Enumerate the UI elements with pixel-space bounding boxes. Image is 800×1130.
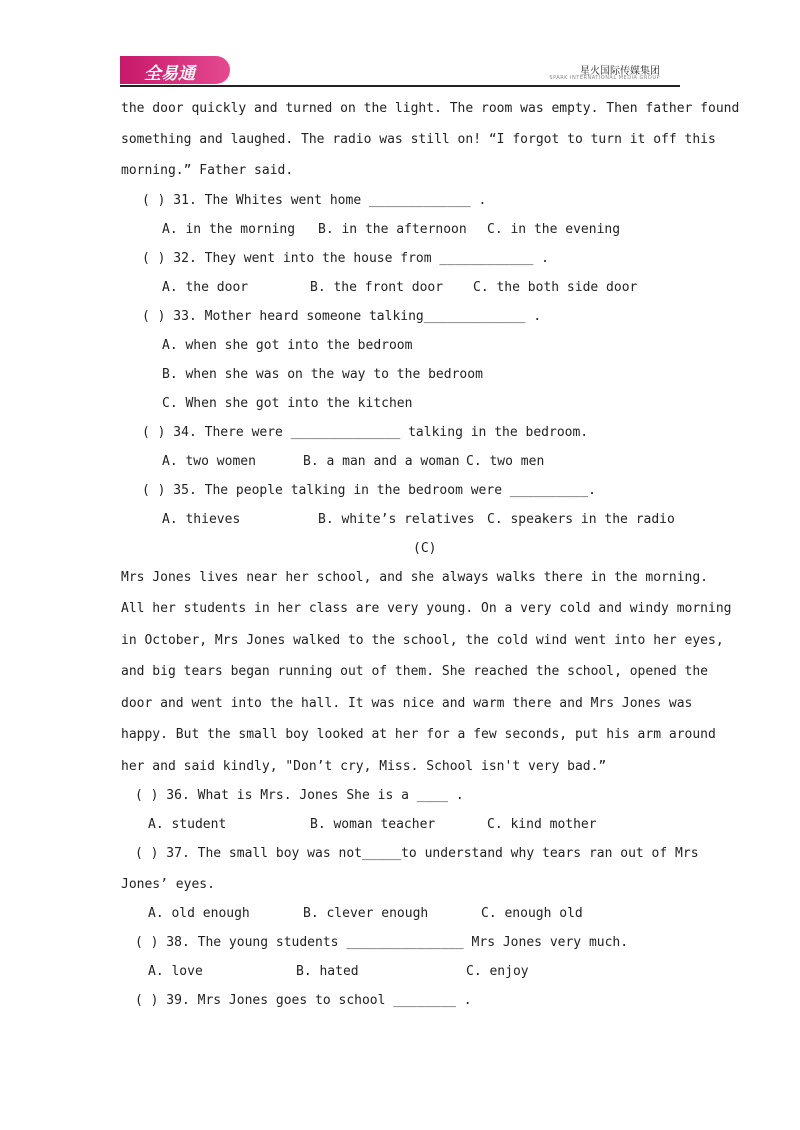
header-rule (120, 85, 680, 87)
passage-line: happy. But the small boy looked at her for a few seconds, put his arm around (121, 727, 716, 742)
option-32-c: C. the both side door (473, 280, 638, 295)
question-35: ( ) 35. The people talking in the bedroom were __________. (142, 483, 596, 498)
option-31-c: C. in the evening (487, 222, 621, 237)
passage-line: in October, Mrs Jones walked to the school, the cold wind went into her eyes, (121, 633, 724, 648)
option-37-c: C. enough old (481, 906, 583, 921)
passage-line: Mrs Jones lives near her school, and she always walks there in the morning. (121, 570, 708, 585)
option-37-b: B. clever enough (303, 906, 429, 921)
brand-name: 星火国际传媒集团 (580, 66, 660, 77)
passage-line: something and laughed. The radio was still on! “I forgot to turn it off this (121, 132, 716, 147)
question-37-cont: Jones’ eyes. (121, 877, 215, 892)
option-33-a: A. when she got into the bedroom (162, 338, 413, 353)
question-39: ( ) 39. Mrs Jones goes to school ________ . (135, 993, 472, 1008)
question-33: ( ) 33. Mother heard someone talking_____________ . (142, 309, 542, 324)
question-32: ( ) 32. They went into the house from ____________ . (142, 251, 549, 266)
option-35-b: B. white’s relatives (318, 512, 475, 527)
passage-line: the door quickly and turned on the light. The room was empty. Then father found (121, 101, 740, 116)
publisher-logo (120, 56, 230, 84)
option-35-a: A. thieves (162, 512, 241, 527)
option-35-c: C. speakers in the radio (487, 512, 675, 527)
brand-subtitle: SPARK INTERNATIONAL MEDIA GROUP (549, 75, 660, 81)
passage-line: and big tears began running out of them. She reached the school, opened the (121, 664, 708, 679)
page-header (120, 56, 680, 88)
option-36-a: A. student (148, 817, 227, 832)
option-38-b: B. hated (296, 964, 359, 979)
option-31-b: B. in the afternoon (318, 222, 467, 237)
option-36-c: C. kind mother (487, 817, 597, 832)
section-c-label: (C) (413, 541, 437, 556)
question-37: ( ) 37. The small boy was not_____to understand why tears ran out of Mrs (135, 846, 699, 861)
question-38: ( ) 38. The young students _______________ Mrs Jones very much. (135, 935, 629, 950)
option-37-a: A. old enough (148, 906, 250, 921)
option-31-a: A. in the morning (162, 222, 296, 237)
option-33-b: B. when she was on the way to the bedroom (162, 367, 483, 382)
option-36-b: B. woman teacher (310, 817, 436, 832)
option-34-a: A. two women (162, 454, 256, 469)
question-34: ( ) 34. There were ______________ talking in the bedroom. (142, 425, 589, 440)
option-34-b: B. a man and a woman (303, 454, 460, 469)
option-38-a: A. love (148, 964, 203, 979)
passage-line: her and said kindly, "Don’t cry, Miss. School isn't very bad.” (121, 759, 607, 774)
logo-text: 全易通 (144, 64, 195, 84)
question-36: ( ) 36. What is Mrs. Jones She is a ____ . (135, 788, 464, 803)
option-32-a: A. the door (162, 280, 249, 295)
option-32-b: B. the front door (310, 280, 444, 295)
option-38-c: C. enjoy (466, 964, 529, 979)
question-31: ( ) 31. The Whites went home _____________ . (142, 193, 487, 208)
passage-line: door and went into the hall. It was nice and warm there and Mrs Jones was (121, 696, 693, 711)
passage-line: morning.” Father said. (121, 163, 294, 178)
option-33-c: C. When she got into the kitchen (162, 396, 413, 411)
passage-line: All her students in her class are very young. On a very cold and windy morning (121, 601, 732, 616)
option-34-c: C. two men (466, 454, 545, 469)
